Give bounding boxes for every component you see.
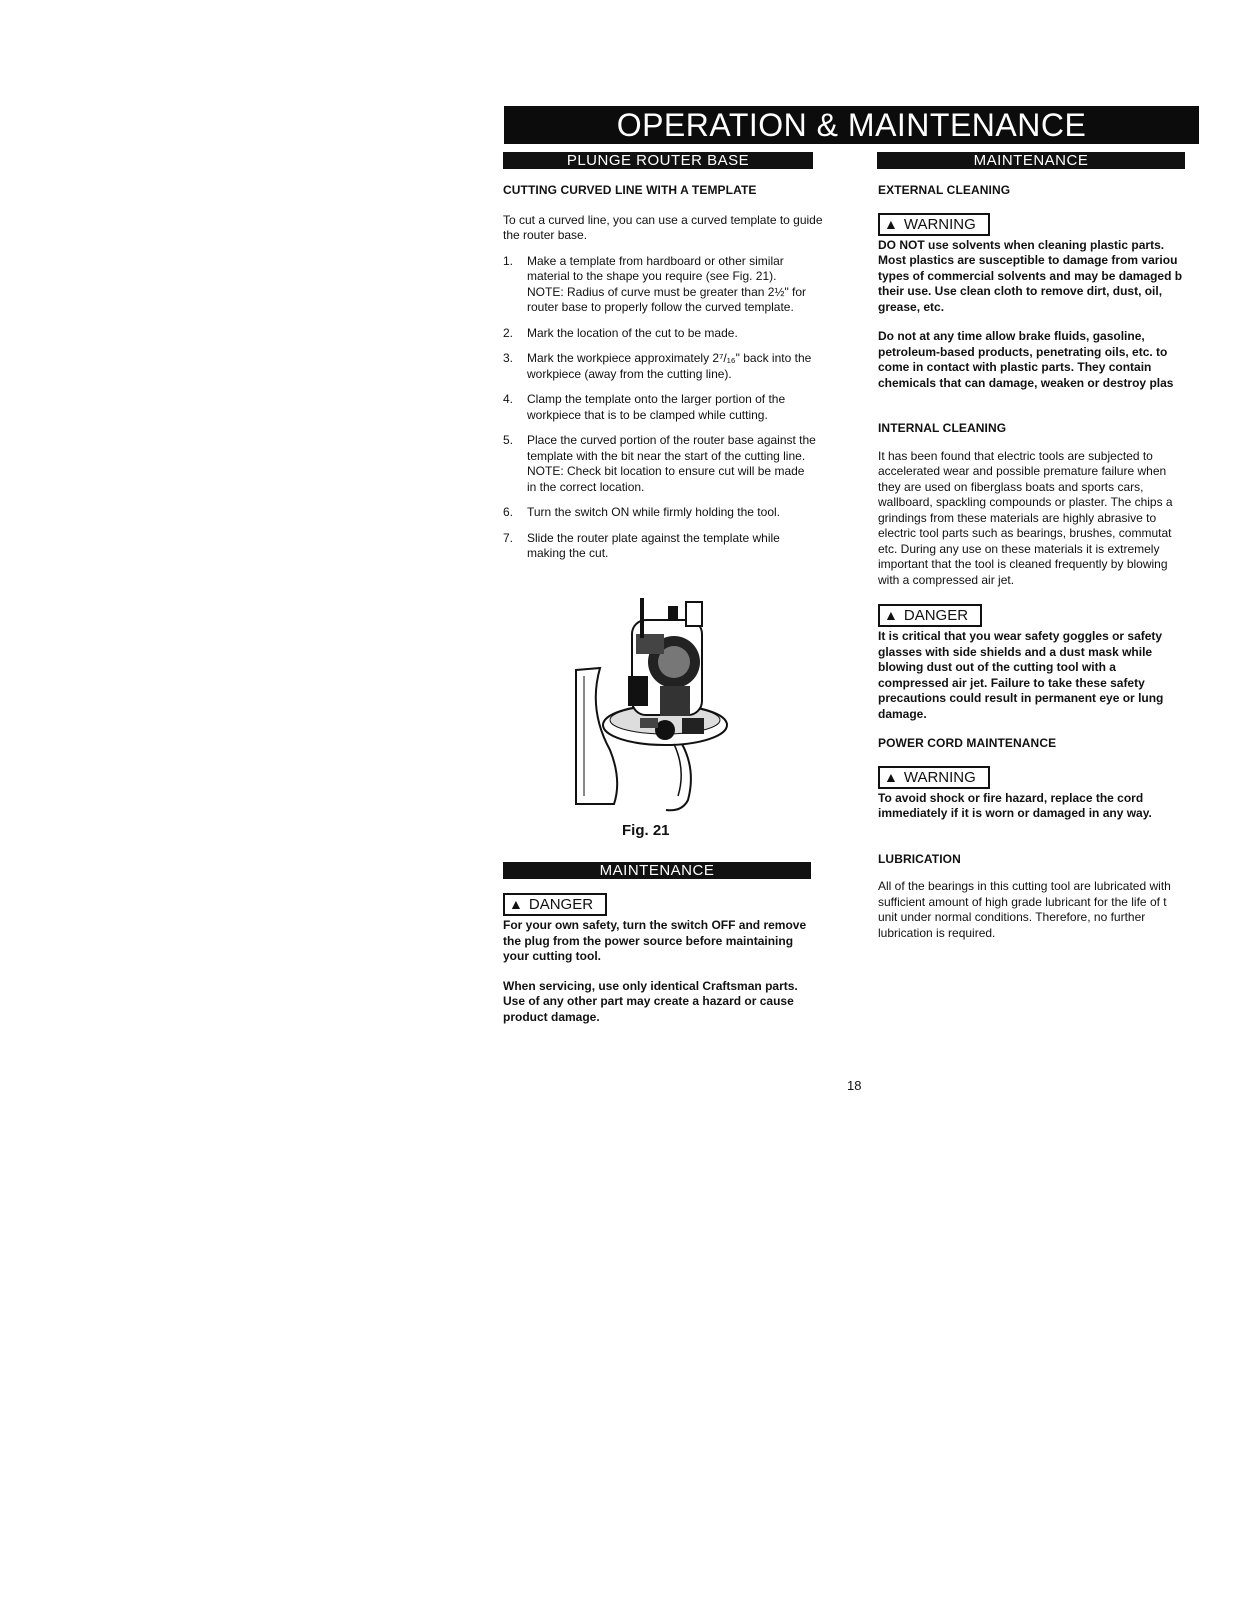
internal-line: grindings from these materials are highly abrasive to bbox=[878, 510, 1157, 525]
page-title: OPERATION & MAINTENANCE bbox=[616, 106, 1087, 143]
list-item bbox=[503, 433, 843, 495]
warning-triangle-icon: ▲ bbox=[884, 607, 898, 623]
warning-line: types of commercial solvents and may be damaged b bbox=[878, 268, 1183, 283]
brake-line: chemicals that can damage, weaken or destroy plas bbox=[878, 375, 1174, 390]
warning-label-external: WARNING bbox=[903, 215, 976, 233]
step-number: 3. bbox=[503, 351, 514, 365]
step-line: Turn the switch ON while firmly holding the tool. bbox=[527, 505, 780, 519]
figure-caption: Fig. 21 bbox=[622, 822, 670, 839]
internal-line: It has been found that electric tools are subjected to bbox=[878, 448, 1153, 463]
danger-box-right bbox=[878, 604, 982, 627]
lube-line: lubrication is required. bbox=[878, 925, 996, 940]
service-line: Use of any other part may create a hazard or cause bbox=[503, 994, 794, 1008]
warning-label-power-cord: WARNING bbox=[903, 768, 976, 786]
danger-line: your cutting tool. bbox=[503, 949, 601, 963]
warning-line: immediately if it is worn or damaged in any way. bbox=[878, 806, 1152, 820]
danger-line: the plug from the power source before maintaining bbox=[503, 933, 794, 948]
internal-line: important that the tool is cleaned frequently by blowing bbox=[878, 557, 1168, 571]
danger-line: It is critical that you wear safety goggles or safety bbox=[878, 629, 1163, 643]
warning-line: Most plastics are susceptible to damage from variou bbox=[878, 253, 1178, 267]
section-bar-maintenance-right bbox=[877, 152, 1185, 169]
step-number: 4. bbox=[503, 392, 514, 406]
router-drawing bbox=[570, 590, 750, 815]
danger-box-left bbox=[503, 893, 607, 916]
section-title-maintenance-left: MAINTENANCE bbox=[599, 862, 715, 879]
list-item bbox=[503, 505, 843, 521]
section-bar-maintenance-left bbox=[503, 862, 811, 879]
internal-line: accelerated wear and possible premature failure when bbox=[878, 464, 1167, 478]
right-column bbox=[878, 183, 1198, 941]
step-line: workpiece that is to be clamped while cutting. bbox=[527, 407, 768, 422]
warning-box-power-cord bbox=[878, 766, 990, 789]
steps-list bbox=[503, 254, 843, 562]
list-item bbox=[503, 531, 843, 562]
danger-text-left bbox=[503, 918, 843, 965]
step-number: 2. bbox=[503, 325, 514, 340]
step-text bbox=[527, 326, 843, 342]
list-item bbox=[503, 392, 843, 423]
internal-line: they are used on fiberglass boats and sports cars, bbox=[878, 479, 1144, 494]
step-line: Place the curved portion of the router base against the bbox=[527, 433, 816, 447]
danger-line: blowing dust out of the cutting tool with a bbox=[878, 660, 1116, 674]
page-number: 18 bbox=[847, 1078, 862, 1093]
lubrication-text bbox=[878, 879, 1198, 941]
internal-cleaning-text bbox=[878, 449, 1198, 589]
list-item bbox=[503, 351, 843, 382]
warning-triangle-icon: ▲ bbox=[884, 215, 898, 232]
list-item bbox=[503, 326, 843, 342]
internal-line: etc. During any use on these materials it is extremely bbox=[878, 541, 1160, 556]
service-text bbox=[503, 979, 843, 1026]
step-number: 7. bbox=[503, 530, 514, 545]
danger-line: precautions could result in permanent eye or lung bbox=[878, 691, 1164, 705]
warning-line: their use. Use clean cloth to remove dirt, dust, oil, bbox=[878, 284, 1163, 298]
danger-line: damage. bbox=[878, 706, 927, 721]
step-line: Clamp the template onto the larger portion of the bbox=[527, 392, 786, 406]
step-line: Mark the workpiece approximately 2⁷/₁₆" back into the bbox=[527, 351, 812, 365]
service-line: product damage. bbox=[503, 1009, 600, 1024]
subhead-external-cleaning: EXTERNAL CLEANING bbox=[878, 183, 1011, 197]
step-text bbox=[527, 531, 843, 562]
danger-label-left: DANGER bbox=[528, 896, 594, 913]
danger-line: glasses with side shields and a dust mask while bbox=[878, 644, 1153, 659]
section-bar-plunge-router-base bbox=[503, 152, 813, 169]
warning-line: DO NOT use solvents when cleaning plastic parts. bbox=[878, 237, 1165, 252]
step-line: template with the bit near the start of the cutting line. bbox=[527, 448, 806, 463]
list-item bbox=[503, 254, 843, 316]
router-template-illustration bbox=[570, 590, 750, 815]
brake-line: Do not at any time allow brake fluids, gasoline, bbox=[878, 329, 1145, 343]
step-line: Slide the router plate against the template while bbox=[527, 530, 780, 545]
step-number: 1. bbox=[503, 253, 514, 268]
step-line: material to the shape you require (see Fig. 21). bbox=[527, 269, 777, 283]
step-line: router base to properly follow the curved template. bbox=[527, 300, 794, 314]
warning-line: grease, etc. bbox=[878, 299, 945, 314]
step-line: Mark the location of the cut to be made. bbox=[527, 325, 738, 340]
section-title-plunge-router-base: PLUNGE ROUTER BASE bbox=[566, 152, 750, 169]
step-line: in the correct location. bbox=[527, 479, 645, 494]
warning-line: To avoid shock or fire hazard, replace the cord bbox=[878, 790, 1144, 805]
brake-line: come in contact with plastic parts. They contain bbox=[878, 360, 1152, 374]
warning-text-external bbox=[878, 238, 1198, 316]
step-text bbox=[527, 351, 843, 382]
step-number: 6. bbox=[503, 505, 514, 519]
lube-line: sufficient amount of high grade lubricant for the life of t bbox=[878, 894, 1167, 909]
subhead-internal-cleaning: INTERNAL CLEANING bbox=[878, 421, 1007, 435]
step-line: NOTE: Check bit location to ensure cut will be made bbox=[527, 464, 805, 478]
internal-line: electric tool parts such as bearings, brushes, commutat bbox=[878, 526, 1172, 540]
step-line: Make a template from hardboard or other similar bbox=[527, 253, 784, 268]
step-text bbox=[527, 254, 843, 316]
danger-label-right: DANGER bbox=[903, 607, 969, 624]
step-text bbox=[527, 505, 843, 521]
brake-fluid-text bbox=[878, 329, 1198, 391]
step-text bbox=[527, 433, 843, 495]
page-title-banner bbox=[504, 106, 1199, 144]
warning-triangle-icon: ▲ bbox=[884, 768, 898, 785]
step-number: 5. bbox=[503, 433, 514, 447]
warning-text-power-cord bbox=[878, 791, 1198, 822]
warning-triangle-icon: ▲ bbox=[509, 896, 523, 912]
lube-line: All of the bearings in this cutting tool are lubricated with bbox=[878, 879, 1171, 893]
brake-line: petroleum-based products, penetrating oils, etc. to bbox=[878, 344, 1168, 359]
step-line: workpiece (away from the cutting line). bbox=[527, 366, 732, 381]
subhead-cutting-curved-line: CUTTING CURVED LINE WITH A TEMPLATE bbox=[503, 183, 757, 197]
internal-line: wallboard, spackling compounds or plaster. The chips a bbox=[878, 495, 1173, 509]
step-text bbox=[527, 392, 843, 423]
left-maintenance-block bbox=[503, 893, 843, 1025]
warning-box-external bbox=[878, 213, 990, 236]
danger-line: compressed air jet. Failure to take these safety bbox=[878, 675, 1145, 690]
subhead-lubrication: LUBRICATION bbox=[878, 851, 961, 866]
lube-line: unit under normal conditions. Therefore, no further bbox=[878, 910, 1146, 924]
intro-paragraph: To cut a curved line, you can use a curved template to guide the router base. bbox=[503, 212, 823, 242]
danger-line: For your own safety, turn the switch OFF and remove bbox=[503, 918, 807, 932]
subhead-power-cord: POWER CORD MAINTENANCE bbox=[878, 736, 1057, 750]
left-column bbox=[503, 183, 843, 562]
internal-line: with a compressed air jet. bbox=[878, 572, 1015, 587]
step-line: making the cut. bbox=[527, 546, 609, 560]
step-line: NOTE: Radius of curve must be greater than 2½" for bbox=[527, 284, 807, 299]
service-line: When servicing, use only identical Craftsman parts. bbox=[503, 978, 798, 993]
section-title-maintenance-right: MAINTENANCE bbox=[973, 152, 1089, 169]
danger-text-right bbox=[878, 629, 1198, 722]
